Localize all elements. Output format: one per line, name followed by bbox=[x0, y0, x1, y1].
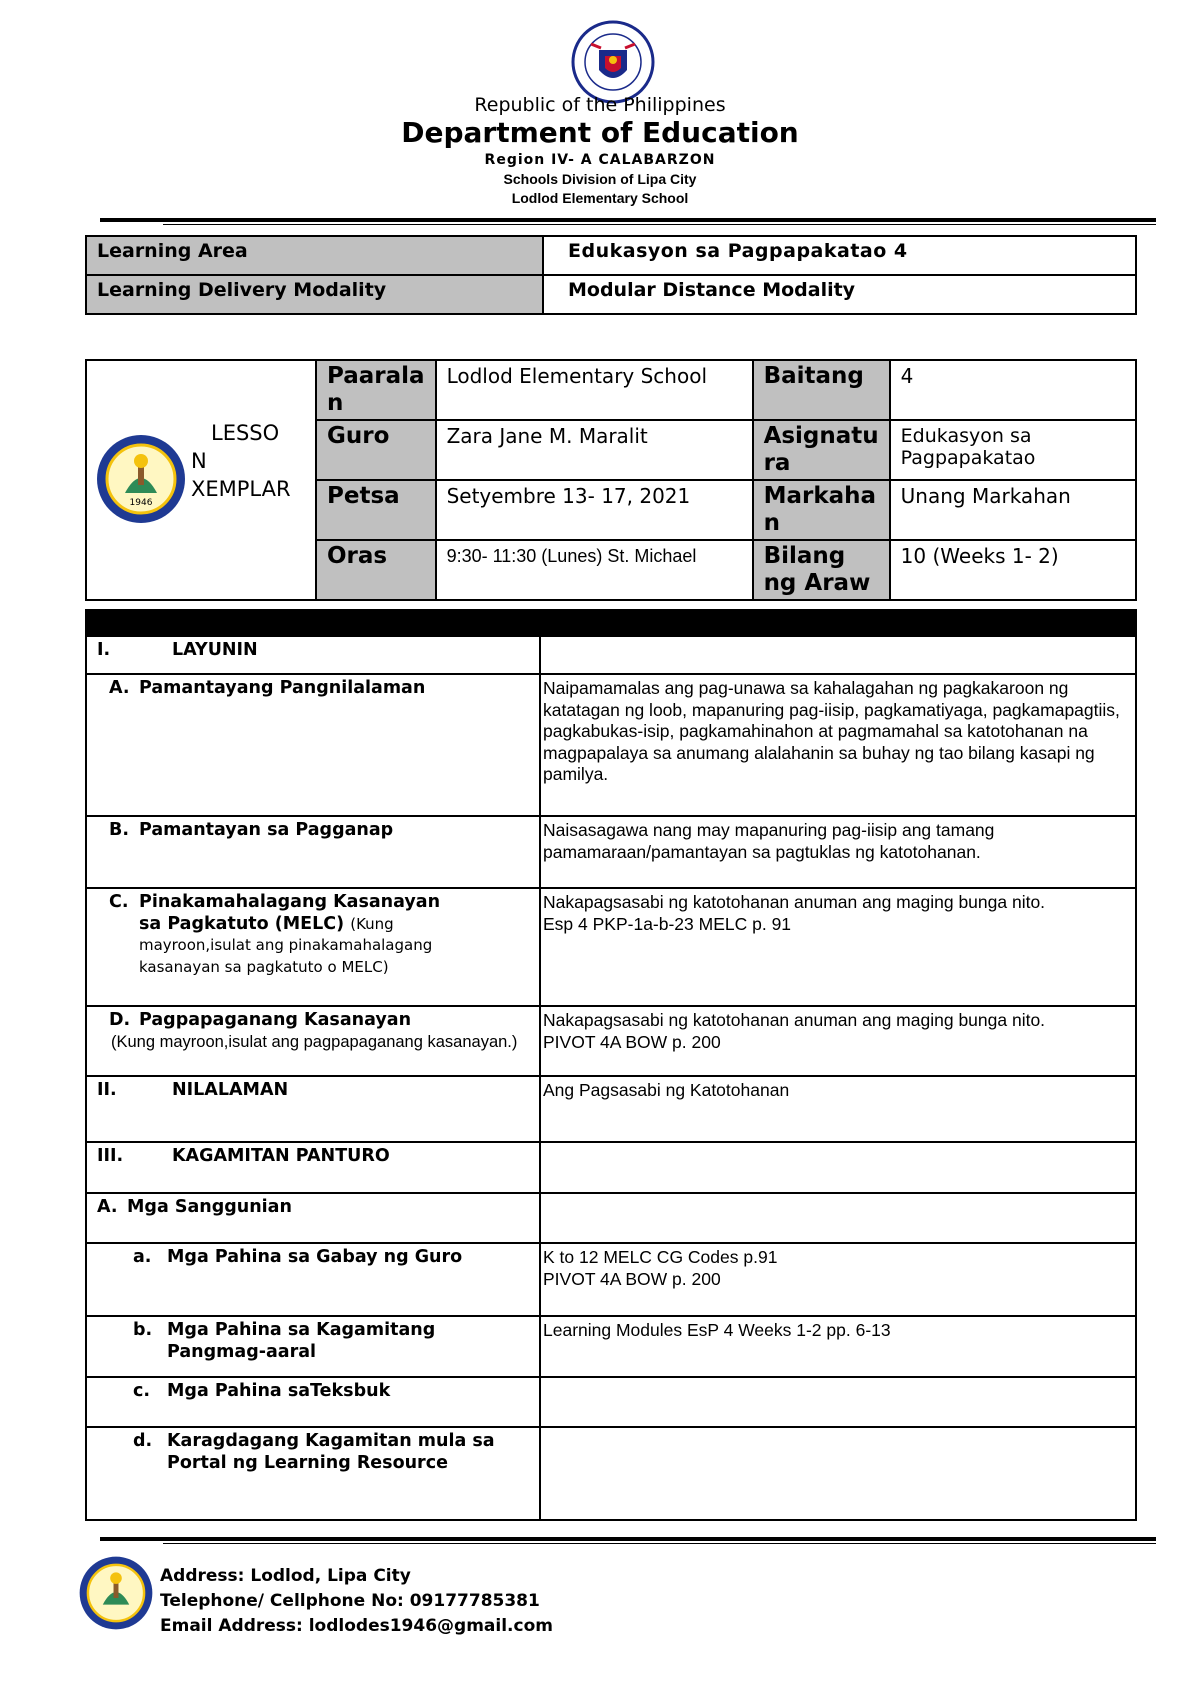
learning-area-value: Edukasyon sa Pagpapakatao 4 bbox=[543, 236, 1136, 275]
footer-divider-thin bbox=[163, 1543, 1156, 1544]
objective-b-title: Pamantayan sa Pagganap bbox=[139, 820, 394, 840]
section-2-num: II. bbox=[97, 1080, 117, 1100]
footer-school-logo bbox=[78, 1555, 154, 1631]
deped-seal bbox=[571, 20, 655, 104]
references-label: A. bbox=[97, 1197, 118, 1217]
grade-value: 4 bbox=[890, 360, 1136, 420]
objective-d-value-2: PIVOT 4A BOW p. 200 bbox=[543, 1031, 721, 1052]
objective-a-value: Naipamamalas ang pag-unawa sa kahalagahan ng pagkakaroon ng katatagan ng loob, mapanuring pag-iisip, pagkamatiyaga, pagkamapagtiis, pagkabukas-isip, pagkamahinahon at pagmamahal sa katotohanan na magpapalaya sa anumang alalahanin sa buhay ng tao bilang kasapi ng pamilya. bbox=[540, 674, 1136, 816]
objective-b-label: B. bbox=[109, 820, 129, 840]
footer-phone: Telephone/ Cellphone No: 09177785381 bbox=[160, 1591, 540, 1611]
region-text: Region IV- A CALABARZON bbox=[484, 152, 716, 168]
objective-c-title: Pinakamahalagang Kasanayan sa Pagkatuto (MELC) bbox=[139, 892, 441, 934]
ref-b-row bbox=[86, 1316, 540, 1377]
footer-address: Address: Lodlod, Lipa City bbox=[160, 1566, 411, 1586]
section-1-num: I. bbox=[97, 640, 111, 660]
objective-c-label: C. bbox=[109, 892, 129, 912]
time-label: Oras bbox=[316, 540, 436, 600]
exemplar-title-cell bbox=[86, 360, 316, 600]
objective-d-note: (Kung mayroon,isulat ang pagpapaganang kasanayan.) bbox=[111, 1032, 518, 1051]
plan-header-bar bbox=[85, 609, 1137, 635]
school-logo bbox=[95, 433, 187, 525]
ref-d-value bbox=[540, 1427, 1136, 1520]
section-3-title: KAGAMITAN PANTURO bbox=[172, 1146, 390, 1166]
teacher-label: Guro bbox=[316, 420, 436, 480]
footer-divider bbox=[100, 1537, 1156, 1541]
objective-b-row bbox=[86, 816, 540, 888]
ref-c-row bbox=[86, 1377, 540, 1427]
references-title: Mga Sanggunian bbox=[127, 1197, 292, 1217]
lesson-exemplar-table bbox=[85, 359, 1137, 601]
exemplar-title-3: XEMPLAR bbox=[191, 477, 291, 501]
objective-d-value-1: Nakapagsasabi ng katotohanan anuman ang maging bunga nito. bbox=[543, 1010, 1046, 1030]
references-row bbox=[86, 1193, 540, 1243]
section-1-title: LAYUNIN bbox=[172, 640, 258, 660]
ref-c-value bbox=[540, 1377, 1136, 1427]
learning-area-table bbox=[85, 235, 1137, 315]
footer-contact bbox=[160, 1564, 553, 1639]
section-2-value: Ang Pagsasabi ng Katotohanan bbox=[540, 1076, 1136, 1142]
objective-d-title: Pagpapaganang Kasanayan bbox=[139, 1010, 412, 1030]
section-1-row bbox=[86, 636, 540, 674]
objective-c-row bbox=[86, 888, 540, 1006]
modality-label: Learning Delivery Modality bbox=[86, 275, 543, 314]
section-2-row bbox=[86, 1076, 540, 1142]
ref-d-title: Karagdagang Kagamitan mula sa Portal ng Learning Resource bbox=[167, 1431, 495, 1473]
ref-b-label: b. bbox=[133, 1320, 153, 1340]
exemplar-title-1: LESSO bbox=[211, 421, 280, 445]
ref-a-label: a. bbox=[133, 1247, 152, 1267]
modality-value: Modular Distance Modality bbox=[543, 275, 1136, 314]
objective-b-value: Naisasagawa nang may mapanuring pag-iisip ang tamang pamamaraan/pamantayan sa pagtuklas ng katotohanan. bbox=[540, 816, 1136, 888]
ref-a-title: Mga Pahina sa Gabay ng Guro bbox=[167, 1247, 463, 1267]
ref-c-label: c. bbox=[133, 1381, 151, 1401]
school-text: Lodlod Elementary School bbox=[511, 190, 689, 206]
ref-b-value: Learning Modules EsP 4 Weeks 1-2 pp. 6-13 bbox=[540, 1316, 1136, 1377]
objective-a-row bbox=[86, 674, 540, 816]
republic-text: Republic of the Philippines bbox=[474, 94, 726, 116]
ref-a-row bbox=[86, 1243, 540, 1316]
logo-year: 1946 bbox=[129, 498, 153, 508]
ref-b-title: Mga Pahina sa Kagamitang Pangmag-aaral bbox=[167, 1320, 436, 1362]
objective-c-note: (Kung mayroon,isulat ang pinakamahalagang kasanayan sa pagkatuto o MELC) bbox=[139, 914, 433, 976]
section-3-row bbox=[86, 1142, 540, 1193]
objective-a-label: A. bbox=[109, 678, 130, 698]
section-3-value bbox=[540, 1142, 1136, 1193]
header-divider-thin bbox=[163, 224, 1156, 225]
lesson-plan-table bbox=[85, 635, 1137, 1521]
objective-d-row bbox=[86, 1006, 540, 1076]
time-value: 9:30- 11:30 (Lunes) St. Michael bbox=[436, 540, 753, 600]
objective-d-label: D. bbox=[109, 1010, 131, 1030]
exemplar-title-2: N bbox=[191, 449, 207, 473]
date-value: Setyembre 13- 17, 2021 bbox=[436, 480, 753, 540]
section-3-num: III. bbox=[97, 1146, 124, 1166]
department-title: Department of Education bbox=[401, 116, 799, 149]
ref-a-value-2: PIVOT 4A BOW p. 200 bbox=[543, 1268, 721, 1289]
ref-c-title: Mga Pahina saTeksbuk bbox=[167, 1381, 391, 1401]
objective-a-title: Pamantayang Pangnilalaman bbox=[139, 678, 426, 698]
section-1-value bbox=[540, 636, 1136, 674]
objective-c-value bbox=[540, 888, 1136, 1006]
ref-a-value-1: K to 12 MELC CG Codes p.91 bbox=[543, 1247, 778, 1267]
subject-label: Asignatu ra bbox=[753, 420, 890, 480]
teacher-value: Zara Jane M. Maralit bbox=[436, 420, 753, 480]
header-divider bbox=[100, 218, 1156, 222]
footer-email: Email Address: lodlodes1946@gmail.com bbox=[160, 1616, 553, 1636]
section-2-title: NILALAMAN bbox=[172, 1080, 289, 1100]
quarter-label: Markaha n bbox=[753, 480, 890, 540]
ref-d-label: d. bbox=[133, 1431, 153, 1451]
subject-value: Edukasyon sa Pagpapakatao bbox=[890, 420, 1136, 480]
days-label: Bilang ng Araw bbox=[753, 540, 890, 600]
objective-c-value-2: Esp 4 PKP-1a-b-23 MELC p. 91 bbox=[543, 913, 792, 934]
learning-area-label: Learning Area bbox=[86, 236, 543, 275]
school-value: Lodlod Elementary School bbox=[436, 360, 753, 420]
division-text: Schools Division of Lipa City bbox=[503, 171, 697, 187]
days-value: 10 (Weeks 1- 2) bbox=[890, 540, 1136, 600]
ref-d-row bbox=[86, 1427, 540, 1520]
grade-label: Baitang bbox=[753, 360, 890, 420]
objective-c-value-1: Nakapagsasabi ng katotohanan anuman ang maging bunga nito. bbox=[543, 892, 1046, 912]
references-value bbox=[540, 1193, 1136, 1243]
objective-d-value bbox=[540, 1006, 1136, 1076]
ref-a-value bbox=[540, 1243, 1136, 1316]
school-label: Paarala n bbox=[316, 360, 436, 420]
quarter-value: Unang Markahan bbox=[890, 480, 1136, 540]
date-label: Petsa bbox=[316, 480, 436, 540]
